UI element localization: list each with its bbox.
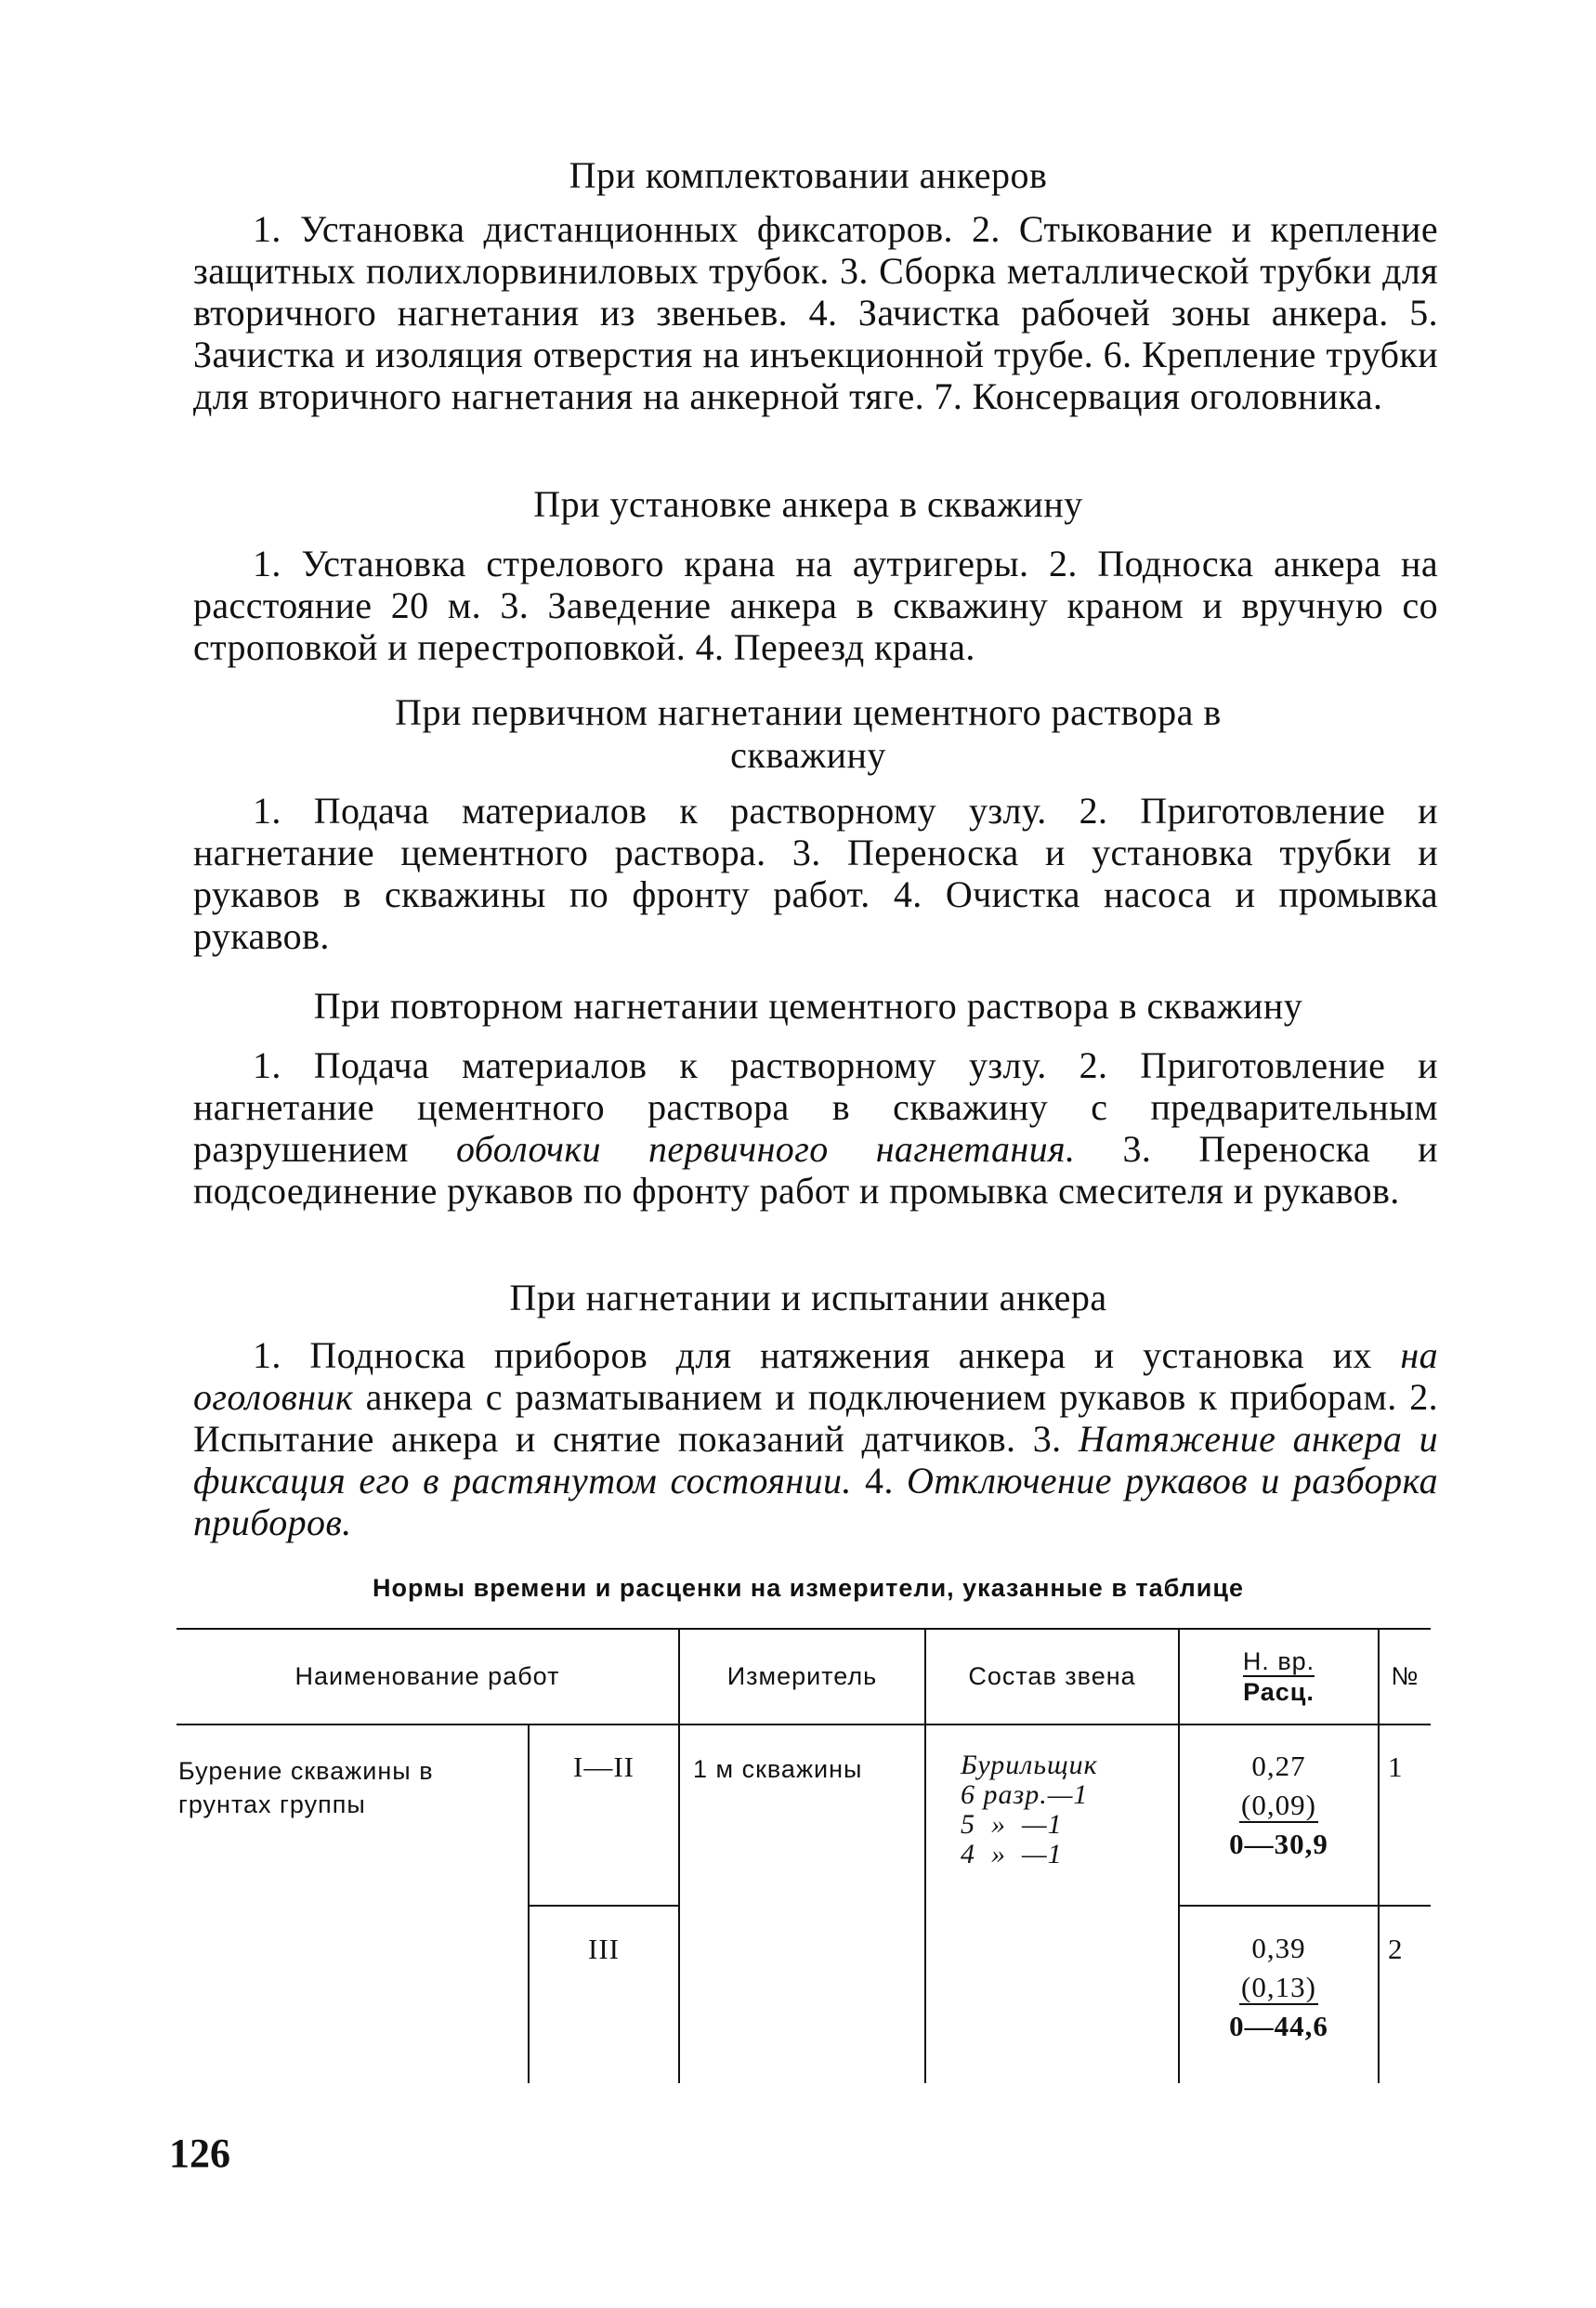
table-top-rule (177, 1628, 1431, 1630)
rate-value: 0—30,9 (1229, 1828, 1328, 1860)
section-paragraph: 1. Установка стрелового крана на аутригеры. 2. Подноска анкера на расстояние 20 м. 3. Заведение анкера в скважину краном и вручную со строповкой и перестроповкой. 4. Переезд крана. (193, 543, 1438, 668)
table-column-rule (528, 1724, 530, 2083)
section-heading: При первичном нагнетании цементного раствора в скважину (395, 691, 1222, 776)
paragraph-text: 1. Подноска приборов для натяжения анкера и установка их (253, 1334, 1401, 1376)
section-paragraph: 1. Установка дистанционных фиксаторов. 2. Стыкование и крепление защитных полихлорвиниловых трубок. 3. Сборка металлической трубки для вторичного нагнетания из звеньев. 4. Зачистка рабочей зоны анкера. 5. Зачистка и изоляция отверстия на инъекционной трубе. 6. Крепление трубки для вторичного нагнетания на анкерной тяге. 7. Консервация оголовника. (193, 208, 1438, 417)
paragraph-italic-text: на оголовник (193, 1334, 1438, 1418)
cell-work-name: Бурение скважины в грунтах группы (178, 1757, 434, 1818)
cell-group: III (588, 1933, 620, 1965)
paragraph-italic-text: Отключение рукавов и разборка приборов. (193, 1460, 1438, 1543)
table-row-divider (1178, 1905, 1431, 1907)
paragraph-text: 3. Переноска и подсоединение рукавов по фронту работ и промывка смесителя и рукавов. (193, 1128, 1438, 1212)
table-column-rule (678, 1628, 680, 2083)
time-norm-value: 0,39 (1251, 1932, 1306, 1964)
cell-time-norm-rate (1180, 1929, 1378, 2046)
cell-time-norm-rate (1180, 1747, 1378, 1864)
time-norm-paren-value: (0,13) (1241, 1971, 1316, 2003)
cell-unit: 1 м скважины (693, 1755, 863, 1783)
table-column-rule (924, 1628, 926, 2083)
cell-number: 2 (1388, 1933, 1404, 1965)
table-row-divider (528, 1905, 678, 1907)
paragraph-italic-text: Натяжение анкера и фиксация его в растянутом состоянии. (193, 1418, 1438, 1502)
section-paragraph (193, 1044, 1438, 1212)
cell-group: I—II (573, 1751, 634, 1783)
table-caption: Нормы времени и расценки на измерители, указанные в таблице (372, 1574, 1245, 1602)
rate-value: 0—44,6 (1229, 2010, 1328, 2042)
section-paragraph (193, 1334, 1438, 1543)
section-heading: При нагнетании и испытании анкера (509, 1277, 1107, 1318)
header-rate: Расц. (1243, 1678, 1315, 1706)
cell-crew (961, 1751, 1176, 1869)
crew-line: 5 » —1 (961, 1809, 1063, 1840)
paragraph-italic-text: оболочки первичного нагнетания. (455, 1128, 1076, 1170)
header-time-norm: Н. вр. (1242, 1647, 1315, 1675)
paragraph-text: 4. (851, 1460, 908, 1502)
table-column-rule (1178, 1628, 1180, 2083)
crew-line: 6 разр.—1 (961, 1779, 1089, 1810)
header-crew: Состав звена (968, 1662, 1136, 1690)
time-norm-value: 0,27 (1251, 1750, 1306, 1782)
section-paragraph: 1. Подача материалов к растворному узлу. 2. Приготовление и нагнетание цементного раствора. 3. Переноска и установка трубки и рукавов в скважины по фронту работ. 4. Очистка насоса и промывка рукавов. (193, 790, 1438, 957)
header-number: № (1391, 1662, 1419, 1690)
header-time-norm-rate (1180, 1646, 1378, 1707)
crew-line: 4 » —1 (961, 1839, 1063, 1869)
cell-number: 1 (1388, 1751, 1404, 1783)
page-number: 126 (169, 2131, 230, 2176)
time-norm-paren-value: (0,09) (1241, 1789, 1316, 1821)
section-heading: При установке анкера в скважину (533, 483, 1083, 525)
header-work-name: Наименование работ (294, 1662, 560, 1690)
paragraph-text: анкера с разматыванием и подключением рукавов к приборам. 2. Испытание анкера и снятие показаний датчиков. 3. (193, 1376, 1438, 1460)
crew-line: Бурильщик (961, 1750, 1098, 1780)
section-heading: При повторном нагнетании цементного раствора в скважину (313, 985, 1303, 1027)
table-header-rule (177, 1724, 1431, 1725)
table-column-rule (1378, 1628, 1380, 2083)
header-unit: Измеритель (726, 1662, 878, 1690)
paragraph-text: 1. Подача материалов к растворному узлу. 2. Приготовление и нагнетание цементного раствора в скважину с предварительным разрушением (193, 1044, 1438, 1170)
section-heading: При комплектовании анкеров (569, 154, 1048, 196)
